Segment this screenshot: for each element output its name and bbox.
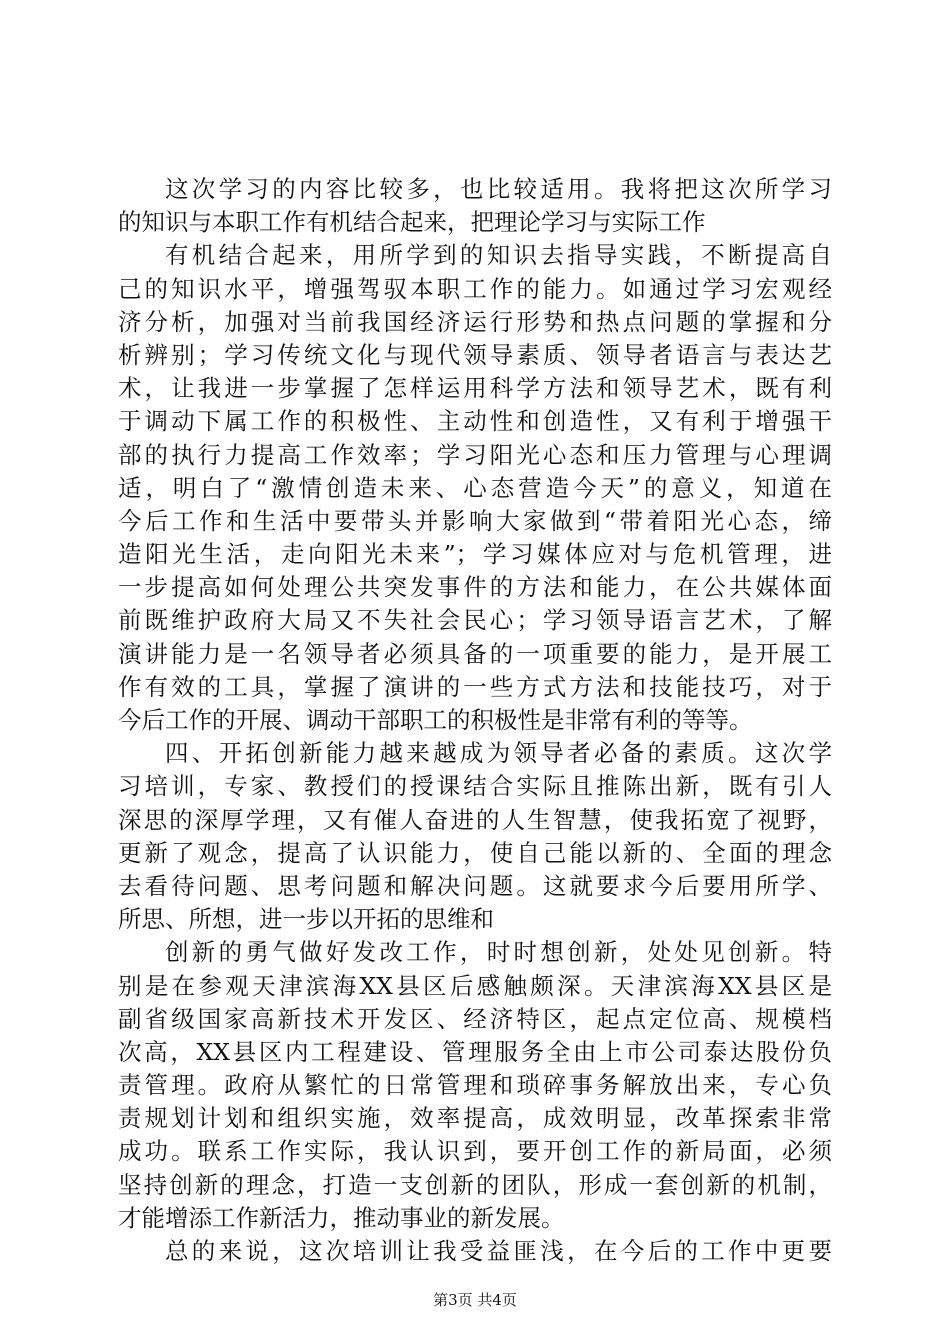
- text-line: 别是在参观天津滨海XX县区后感触颇深。天津滨海XX县区是: [118, 971, 832, 1000]
- text-line: 今后工作的开展、调动干部职工的积极性是非常有利的等等。: [118, 706, 753, 734]
- text-line: 作有效的工具，掌握了演讲的一些方式方法和技能技巧，对于: [118, 672, 832, 701]
- text-line: 的知识与本职工作有机结合起来，把理论学习与实际工作: [118, 208, 706, 237]
- text-line: 今后工作和生活中要带头并影响大家做到“带着阳光心态，缔: [118, 506, 832, 535]
- text-line: 去看待问题、思考问题和解决问题。这就要求今后要用所学、: [118, 871, 832, 900]
- text-line: 一步提高如何处理公共突发事件的方法和能力，在公共媒体面: [118, 573, 832, 602]
- text-line: 习培训，专家、教授们的授课结合实际且推陈出新，既有引人: [118, 772, 832, 801]
- text-line: 演讲能力是一名领导者必须具备的一项重要的能力，是开展工: [118, 639, 832, 668]
- body-text: [118, 173, 832, 1268]
- text-line: 才能增添工作新活力，推动事业的新发展。: [118, 1203, 565, 1232]
- text-line: 总的来说，这次培训让我受益匪浅，在今后的工作中更要: [165, 1237, 832, 1265]
- text-line: 术，让我进一步掌握了怎样运用科学方法和领导艺术，既有利: [118, 374, 832, 403]
- text-line: 所思、所想，进一步以开拓的思维和: [118, 905, 494, 934]
- text-line: 更新了观念，提高了认识能力，使自己能以新的、全面的理念: [118, 838, 832, 867]
- text-line: 次高，XX县区内工程建设、管理服务全由上市公司泰达股份负: [118, 1037, 832, 1066]
- text-line: 适，明白了“激情创造未来、心态营造今天”的意义，知道在: [118, 473, 832, 502]
- page-number-footer: 第3页 共4页: [433, 1291, 517, 1309]
- text-line: 副省级国家高新技术开发区、经济特区，起点定位高、规模档: [118, 1004, 832, 1033]
- text-line: 责管理。政府从繁忙的日常管理和琐碎事务解放出来，专心负: [118, 1071, 832, 1100]
- text-line: 坚持创新的理念，打造一支创新的团队，形成一套创新的机制，: [118, 1170, 832, 1199]
- text-line: 这次学习的内容比较多，也比较适用。我将把这次所学习: [165, 175, 832, 203]
- text-line: 有机结合起来，用所学到的知识去指导实践，不断提高自: [165, 241, 832, 270]
- text-line: 四、开拓创新能力越来越成为领导者必备的素质。这次学: [165, 739, 832, 768]
- text-line: 析辨别；学习传统文化与现代领导素质、领导者语言与表达艺: [118, 340, 832, 369]
- text-line: 于调动下属工作的积极性、主动性和创造性，又有利于增强干: [118, 407, 832, 436]
- text-line: 部的执行力提高工作效率；学习阳光心态和压力管理与心理调: [118, 440, 832, 469]
- text-line: 己的知识水平，增强驾驭本职工作的能力。如通过学习宏观经: [118, 274, 832, 303]
- text-line: 创新的勇气做好发改工作，时时想创新，处处见创新。特: [165, 938, 832, 967]
- text-line: 前既维护政府大局又不失社会民心；学习领导语言艺术，了解: [118, 606, 832, 635]
- text-line: 成功。联系工作实际，我认识到，要开创工作的新局面，必须: [118, 1137, 832, 1166]
- text-line: 深思的深厚学理，又有催人奋进的人生智慧，使我拓宽了视野，: [118, 805, 832, 834]
- text-line: 责规划计划和组织实施，效率提高，成效明显，改革探索非常: [118, 1104, 832, 1133]
- text-line: 济分析，加强对当前我国经济运行形势和热点问题的掌握和分: [118, 307, 832, 336]
- text-line: 造阳光生活，走向阳光未来”；学习媒体应对与危机管理，进: [118, 540, 832, 569]
